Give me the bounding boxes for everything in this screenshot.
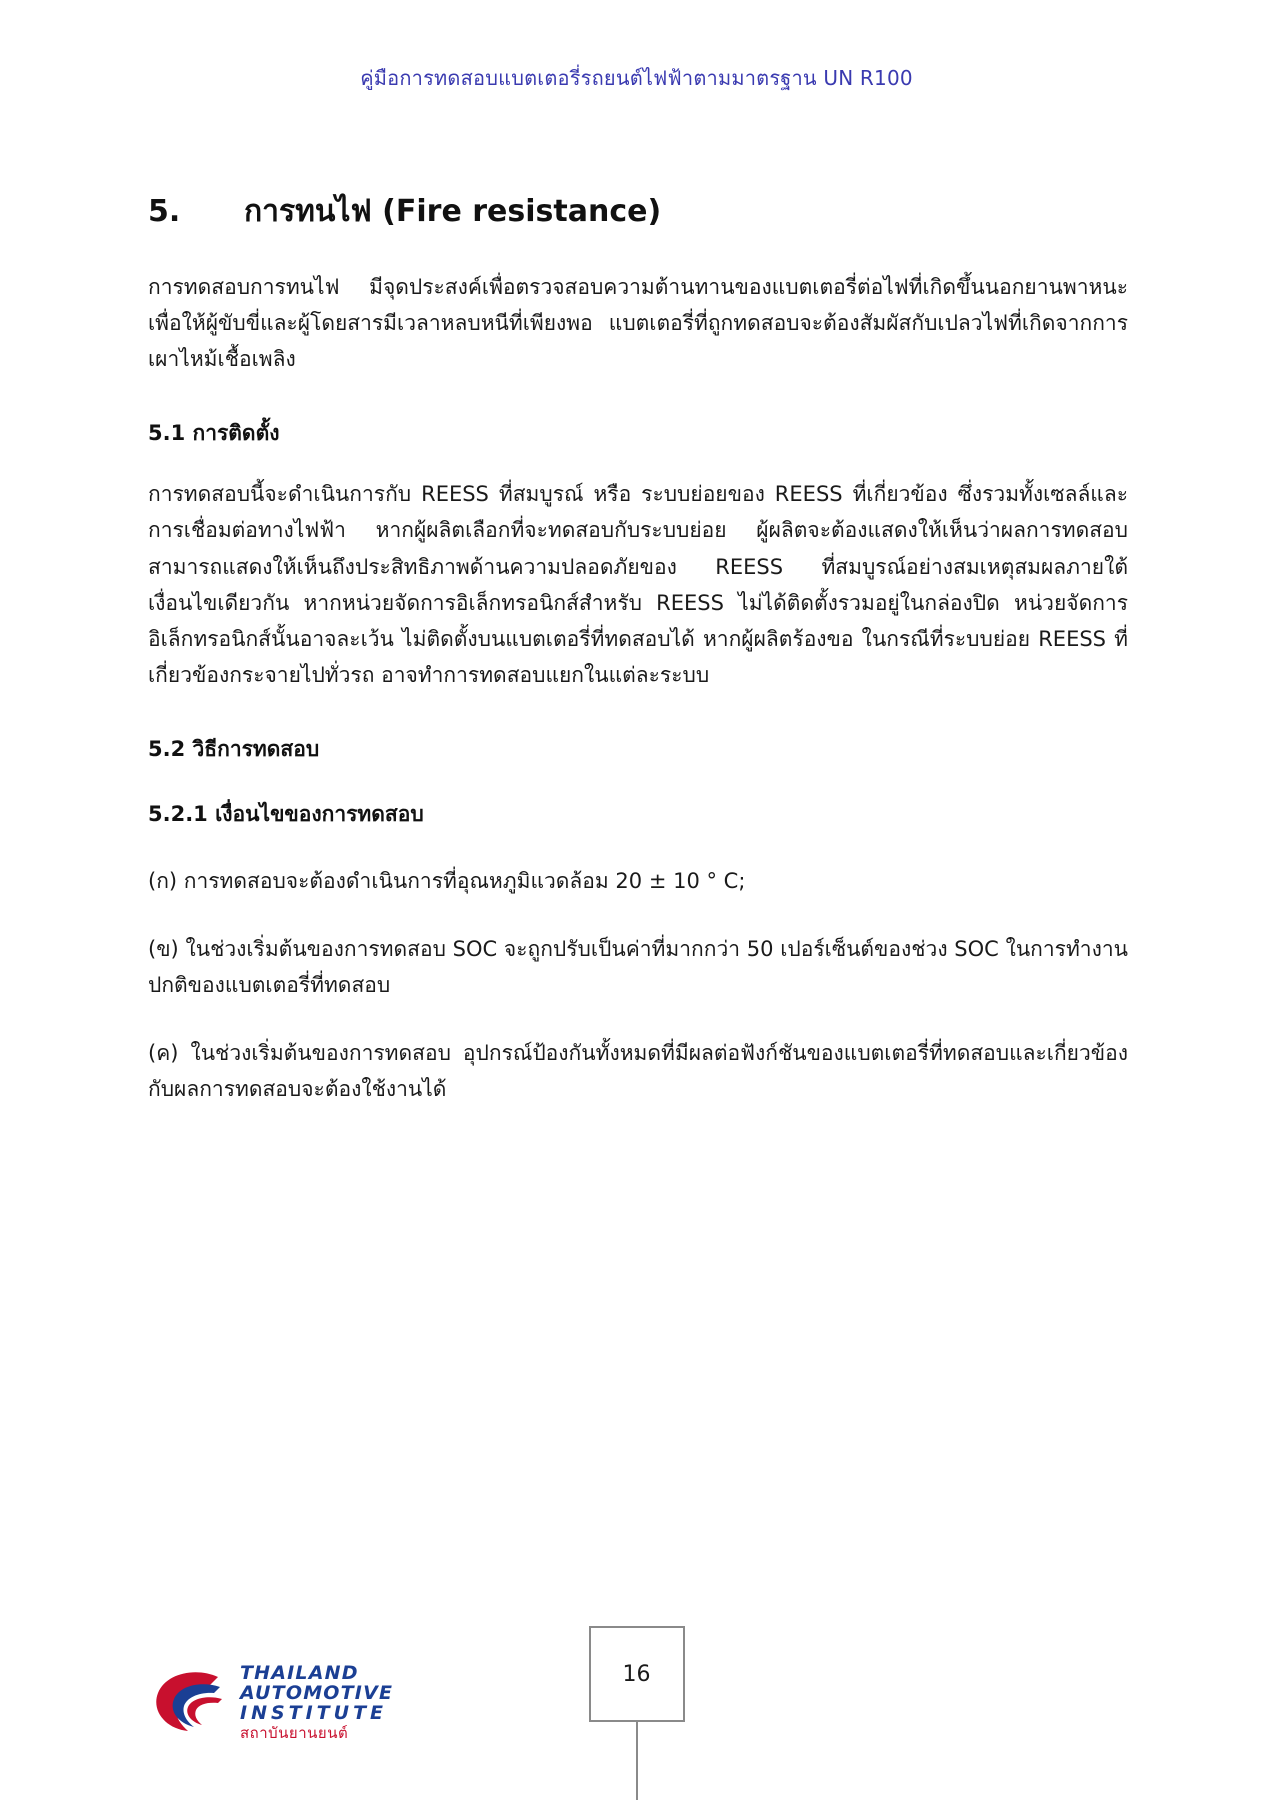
logo-line-4: สถาบันยานยนต์ [240, 1724, 349, 1743]
subsection-body-5-1: การทดสอบนี้จะดำเนินการกับ REESS ที่สมบูรณ์ หรือ ระบบย่อยของ REESS ที่เกี่ยวข้อง ซึ่งรวมทั้งเซลล์และการเชื่อมต่อทางไฟฟ้า หากผู้ผลิตเลือกที่จะทดสอบกับระบบย่อย ผู้ผลิตจะต้องแสดงให้เห็นว่าผลการทดสอบสามารถแสดงให้เห็นถึงประสิทธิภาพด้านความปลอดภัยของ REESS ที่สมบูรณ์อย่างสมเหตุสมผลภายใต้เงื่อนไขเดียวกัน หากหน่วยจัดการอิเล็กทรอนิกส์สำหรับ REESS ไม่ได้ติดตั้งรวมอยู่ในกล่องปิด หน่วยจัดการอิเล็กทรอนิกส์นั้นอาจละเว้น ไม่ติดตั้งบนแบตเตอรี่ที่ทดสอบได้ หากผู้ผลิตร้องขอ ในกรณีที่ระบบย่อย REESS ที่เกี่ยวข้องกระจายไปทั่วรถ อาจทำการทดสอบแยกในแต่ละระบบ [148, 482, 1128, 687]
section-title [148, 188, 1128, 235]
subsection-heading-5-1: 5.1 การติดตั้ง [148, 421, 280, 446]
page-content [148, 188, 1128, 1134]
section-heading-text: การทนไฟ (Fire resistance) [244, 194, 662, 229]
section-number: 5. [148, 194, 181, 229]
logo-line-3: INSTITUTE [240, 1702, 388, 1725]
logo-line-2: AUTOMOTIVE [240, 1682, 394, 1705]
page-header: คู่มือการทดสอบแบตเตอรี่รถยนต์ไฟฟ้าตามมาตรฐาน UN R100 [360, 66, 913, 90]
intro-paragraph: การทดสอบการทนไฟ มีจุดประสงค์เพื่อตรวจสอบความต้านทานของแบตเตอรี่ต่อไฟที่เกิดขึ้นนอกยานพาหนะเพื่อให้ผู้ขับขี่และผู้โดยสารมีเวลาหลบหนีที่เพียงพอ แบตเตอรี่ที่ถูกทดสอบจะต้องสัมผัสกับเปลวไฟที่เกิดจากการเผาไหม้เชื้อเพลิง [148, 275, 1128, 372]
organization-logo [148, 1664, 393, 1742]
page-number-tail-divider [636, 1722, 638, 1800]
subsection-heading-5-2-1: 5.2.1 เงื่อนไขของการทดสอบ [148, 801, 424, 826]
logo-mark-icon [148, 1669, 234, 1737]
condition-item-b: (ข) ในช่วงเริ่มต้นของการทดสอบ SOC จะถูกปรับเป็นค่าที่มากกว่า 50 เปอร์เซ็นต์ของช่วง SOC ในการทำงานปกติของแบตเตอรี่ที่ทดสอบ [148, 937, 1128, 998]
page-number-badge: 16 [589, 1626, 685, 1722]
subsection-heading-5-2: 5.2 วิธีการทดสอบ [148, 736, 320, 761]
condition-item-c: (ค) ในช่วงเริ่มต้นของการทดสอบ อุปกรณ์ป้องกันทั้งหมดที่มีผลต่อฟังก์ชันของแบตเตอรี่ที่ทดสอบและเกี่ยวข้องกับผลการทดสอบจะต้องใช้งานได้ [148, 1041, 1128, 1102]
condition-item-a: (ก) การทดสอบจะต้องดำเนินการที่อุณหภูมิแวดล้อม 20 ± 10 ° C; [148, 868, 746, 893]
logo-line-1: THAILAND [240, 1662, 359, 1685]
logo-text [240, 1664, 393, 1742]
page-footer [0, 1580, 1273, 1800]
